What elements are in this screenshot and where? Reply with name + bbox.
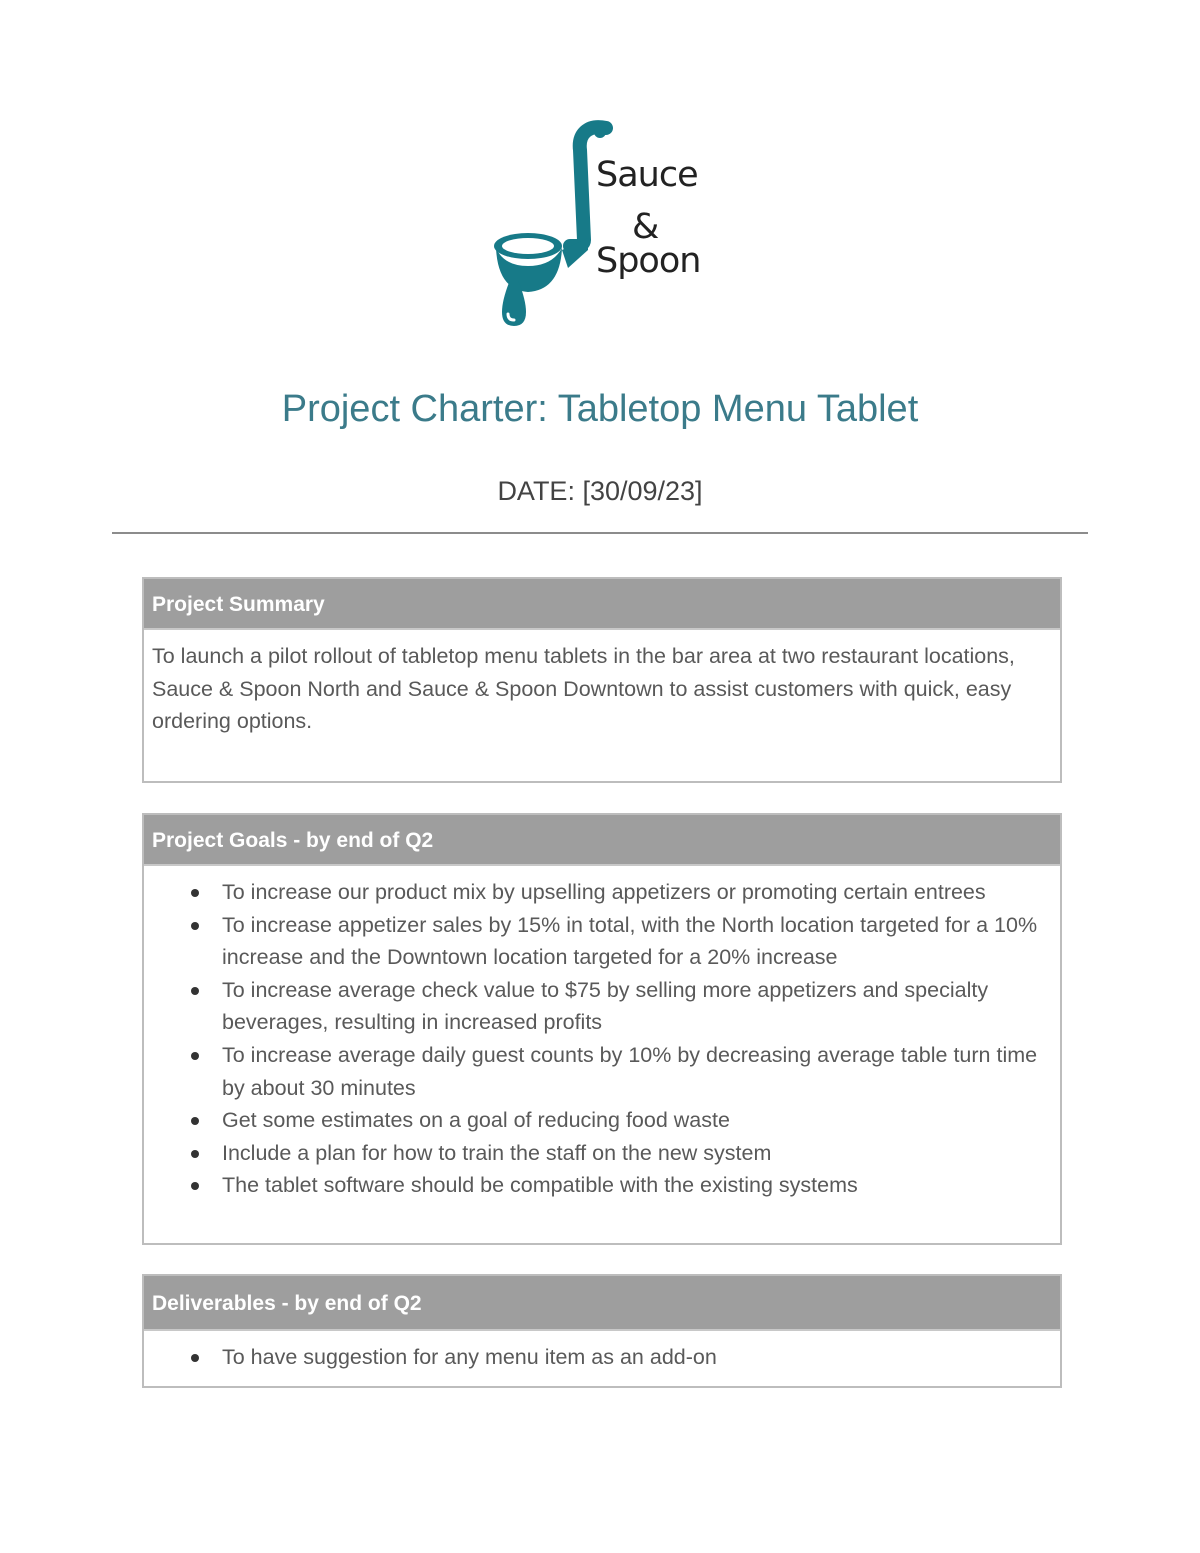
divider	[112, 532, 1088, 534]
goal-item: Include a plan for how to train the staff on the new system	[144, 1137, 1046, 1170]
project-summary-section	[142, 577, 1062, 783]
project-goals-list	[144, 866, 1060, 1208]
project-goals-heading: Project Goals - by end of Q2	[144, 815, 1060, 866]
goal-item: To increase average check value to $75 by selling more appetizers and specialty beverages, resulting in increased profits	[144, 974, 1046, 1039]
goal-item: To increase our product mix by upselling appetizers or promoting certain entrees	[144, 876, 1046, 909]
goal-item: Get some estimates on a goal of reducing food waste	[144, 1104, 1046, 1137]
deliverables-section	[142, 1274, 1062, 1388]
document-title: Project Charter: Tabletop Menu Tablet	[281, 388, 919, 430]
brand-logo	[488, 120, 708, 335]
deliverables-heading: Deliverables - by end of Q2	[144, 1276, 1060, 1331]
ladle-icon	[488, 120, 708, 335]
document-date: DATE: [30/09/23]	[497, 476, 703, 506]
goal-item: To increase average daily guest counts by 10% by decreasing average table turn time by about 30 minutes	[144, 1039, 1046, 1104]
project-goals-section	[142, 813, 1062, 1245]
logo-text-ampersand: &	[632, 207, 659, 247]
logo-text-sauce: Sauce	[596, 155, 698, 195]
logo-text-spoon: Spoon	[596, 241, 701, 281]
deliverable-item: To have suggestion for any menu item as an add-on	[144, 1341, 1046, 1374]
goal-item: To increase appetizer sales by 15% in total, with the North location targeted for a 10% increase and the Downtown location targeted for a 20% increase	[144, 909, 1046, 974]
goal-item: The tablet software should be compatible with the existing systems	[144, 1169, 1046, 1202]
project-summary-text: To launch a pilot rollout of tabletop menu tablets in the bar area at two restaurant locations, Sauce & Spoon North and Sauce & Spoon Downtown to assist customers with quick, easy ordering options.	[152, 644, 1015, 734]
project-summary-heading: Project Summary	[144, 579, 1060, 630]
deliverables-list	[144, 1331, 1060, 1380]
